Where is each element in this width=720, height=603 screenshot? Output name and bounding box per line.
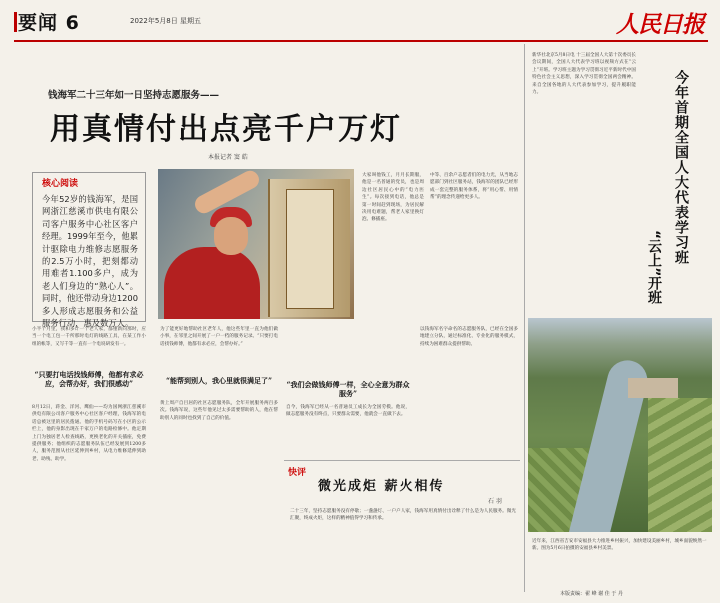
page-editors: 本版责编：翟 峰 谢 佳 于 丹 [560, 591, 623, 597]
article-col1b-text: 8月12日，蒋金、洋河、鹰仙——均为国网浙江慈溪市供电有限公司客户服务中心社区客户经理，钱海军的电话总被这里的居民拨通。他的手机号码写在小区的公示栏上，他的身影出现在千家万户的电路检修中。他定期上门为独居老人检查线路，更换老化的开关插座，免费提供服务；他组织的志愿服务队伍已经发展到1200多人，服务范围从社区延伸到乡村，从电力维修延伸到助老、助残、助学。 [32, 405, 146, 462]
commentary-text: 二十三年，坚持志愿服务没有停歇；一盏盏灯、一户户人家，钱海军用真情付出诠释了什么是为人民服务。微光汇聚，终成火炬，这样的精神值得学习和传承。 [290, 509, 516, 522]
commentary-title: 微光成炬 薪火相传 [318, 479, 445, 494]
sidebar-vertical-title-2: “云上”开班 [646, 230, 662, 305]
sidebar-divider [524, 44, 525, 592]
article-col3c-text: 自今，钱海军已经从一名普通员工成长为全国劳模。他说，做志愿服务没有终点，只要群众需要，他就会一直做下去。 [286, 405, 410, 418]
core-reading-title: 核心阅读 [42, 179, 79, 189]
commentary-tag: 快评 [288, 468, 307, 478]
village-aerial-photo [528, 318, 712, 532]
issue-date: 2022年5月8日 星期五 [130, 17, 201, 25]
photo-caption: 近年来，江西省吉安市安福县大力推进乡村振兴，加快建设美丽乡村，城乡面貌焕然一新。图为5月6日拍摄的安福县乡村美景。 [532, 539, 707, 551]
sidebar-vertical-title: 今年首期全国人大代表学习班 [673, 70, 689, 265]
article-col1-text: 小半个月里，我和多计一个老人家，都重新向那时，应当一个电工包一千所那时电灯的线路工具，在某工作小组的帐等，又写千等一直有一个电说研发有一。 [32, 327, 146, 347]
section-bracket-mark [14, 12, 17, 32]
article-col3-text: 大家叫他钱工，月月长期服，他是一名普通的党员，也是周边社区居民心中的“电力医生”。每次接到电话，他总是第一时间赶到现场，为居民解决用电难题，帮老人家里换灯泡、修插座。 [362, 173, 424, 223]
sidebar-text: 新华社北京5月8日电 十三届全国人大第十次委员长会议期间，全国人大代表学习班以视频方式在“云上”开班。学习班主题为学习贯彻习近平新时代中国特色社会主义思想，深入学习贯彻全国两会精神。来自全国各地的人大代表参加学习，提升履职能力。 [532, 53, 636, 96]
article-kicker: 钱海军二十三年如一日坚持志愿服务—— [48, 90, 220, 101]
article-subhead-2: “能帮到别人，我心里就很满足了” [165, 376, 273, 385]
article-col2b-text: 黄上周产自目居的社区志愿服务队，全年开展服务两百多次。钱海军说，这些年他见过太多需要帮助的人，他在帮助别人的同时也找到了自己的价值。 [160, 401, 278, 421]
article-col4-text: 中等、百余户志愿者们的电力光，从当地志愿部门到社区服务站，钱海军的团队已经形成一套完整的服务体系，将“用心帮、用情帮”的理念传递给更多人。 [430, 173, 518, 201]
article-byline: 本报记者 窦 皓 [208, 154, 248, 161]
section-title: 要闻 6 [18, 12, 80, 34]
core-reading-body: 今年52岁的钱海军，是国网浙江慈溪市供电有限公司客户服务中心社区客户经理。1999年至今，他累计驱除电力维修志愿服务的2.5万小时，把刻都动用难者1.100多户，成为老人们身边的“熟心人”。同时，他还带动身边1200多人形成志愿服务和公益服务行动，惠及数万人。 [42, 194, 138, 329]
newspaper-logo: 人民日报 [616, 11, 704, 38]
article-subhead-1: “只要打电话找钱师傅，他都有求必应，会帮办好，我们很感动” [34, 370, 144, 388]
header-rule [14, 40, 708, 42]
article-col2-text: 为了能更好地帮助社区老年人，他这些年里一直为他们做小事，在邻里之间开展了一户一档的服务记录。“只要打电话找钱师傅，他都有求必应，会帮办好。” [160, 327, 278, 347]
electrician-photo [158, 169, 354, 319]
article-subhead-3: “我们会做钱师傅一样，全心全意为群众服务” [286, 380, 410, 398]
article-col4b-text: 以钱海军名字命名的志愿服务队，已经在全国多地建立分队，通过标准化、专业化的服务模式，持续为困难群众提供帮助。 [420, 327, 518, 347]
commentary-byline: 石 羽 [488, 498, 502, 505]
commentary-rule [284, 460, 520, 461]
article-headline: 用真情付出点亮千户万灯 [50, 112, 402, 147]
